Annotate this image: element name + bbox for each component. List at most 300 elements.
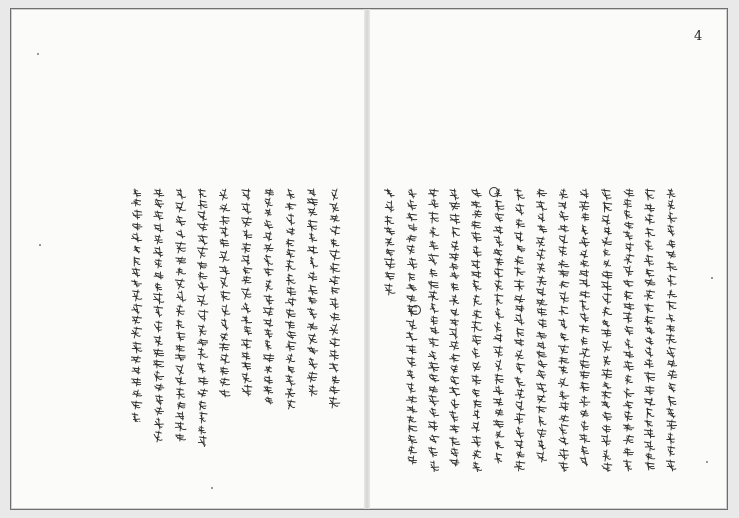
handwritten-glyph bbox=[428, 351, 436, 360]
handwritten-glyph bbox=[263, 354, 273, 362]
handwritten-glyph bbox=[385, 272, 394, 280]
handwritten-glyph bbox=[288, 400, 296, 409]
handwritten-glyph bbox=[331, 287, 339, 294]
handwritten-glyph bbox=[558, 345, 568, 354]
handwritten-glyph bbox=[264, 386, 273, 394]
handwritten-glyph bbox=[330, 215, 339, 222]
handwritten-glyph bbox=[625, 339, 633, 349]
handwritten-glyph bbox=[220, 378, 229, 386]
handwritten-glyph bbox=[177, 291, 186, 302]
handwritten-glyph bbox=[199, 426, 206, 434]
handwritten-glyph bbox=[430, 227, 439, 237]
handwritten-glyph bbox=[407, 295, 416, 302]
handwritten-column bbox=[623, 187, 635, 472]
handwritten-glyph bbox=[581, 337, 587, 345]
handwritten-glyph bbox=[495, 294, 503, 305]
handwritten-glyph bbox=[667, 420, 677, 430]
handwritten-glyph bbox=[515, 314, 525, 325]
handwritten-column bbox=[666, 187, 678, 472]
handwritten-glyph bbox=[430, 327, 439, 334]
handwritten-glyph bbox=[154, 189, 164, 197]
handwritten-glyph bbox=[131, 327, 142, 338]
handwritten-glyph bbox=[602, 215, 610, 225]
handwritten-glyph bbox=[219, 251, 229, 262]
handwritten-glyph bbox=[308, 297, 316, 304]
handwritten-glyph bbox=[132, 223, 142, 230]
handwritten-glyph bbox=[624, 266, 634, 276]
handwritten-glyph bbox=[286, 354, 295, 363]
handwritten-glyph bbox=[154, 321, 162, 332]
handwritten-glyph bbox=[450, 319, 458, 326]
handwritten-glyph bbox=[559, 402, 569, 411]
handwritten-glyph bbox=[450, 354, 460, 362]
handwritten-glyph bbox=[430, 435, 439, 443]
handwritten-glyph bbox=[155, 384, 164, 391]
handwritten-glyph bbox=[472, 221, 481, 229]
handwritten-column bbox=[153, 187, 165, 447]
handwritten-glyph bbox=[580, 300, 589, 311]
handwritten-glyph bbox=[495, 374, 503, 384]
handwritten-glyph bbox=[538, 213, 544, 222]
handwritten-glyph bbox=[197, 247, 208, 258]
handwritten-glyph bbox=[307, 308, 316, 319]
handwritten-glyph bbox=[241, 303, 250, 313]
handwritten-glyph bbox=[220, 227, 228, 237]
handwritten-glyph bbox=[264, 268, 273, 276]
handwritten-glyph bbox=[580, 291, 590, 298]
handwritten-glyph bbox=[603, 341, 612, 352]
handwritten-glyph bbox=[222, 319, 229, 330]
handwritten-glyph bbox=[667, 262, 677, 271]
handwritten-glyph bbox=[667, 240, 675, 248]
circle-bullet-icon bbox=[411, 305, 421, 315]
handwritten-glyph bbox=[624, 435, 634, 444]
handwritten-glyph bbox=[560, 189, 568, 199]
handwritten-glyph bbox=[285, 321, 294, 329]
handwritten-glyph bbox=[559, 202, 567, 209]
handwritten-glyph bbox=[243, 230, 252, 239]
handwritten-glyph bbox=[266, 280, 273, 291]
handwritten-glyph bbox=[220, 189, 228, 200]
handwritten-glyph bbox=[242, 189, 250, 200]
handwritten-glyph bbox=[175, 422, 186, 431]
handwritten-glyph bbox=[559, 357, 569, 364]
handwritten-glyph bbox=[579, 348, 589, 358]
handwritten-glyph bbox=[220, 239, 228, 247]
handwritten-glyph bbox=[644, 290, 655, 300]
handwritten-glyph bbox=[242, 362, 251, 370]
handwritten-glyph bbox=[450, 214, 460, 224]
handwritten-glyph bbox=[623, 231, 632, 240]
handwritten-glyph bbox=[385, 216, 394, 225]
handwritten-glyph bbox=[602, 435, 611, 446]
handwritten-glyph bbox=[668, 212, 677, 223]
handwritten-glyph bbox=[307, 220, 317, 231]
handwritten-glyph bbox=[580, 396, 590, 407]
handwritten-glyph bbox=[241, 288, 251, 299]
handwritten-glyph bbox=[330, 350, 339, 360]
handwritten-glyph bbox=[559, 319, 567, 329]
handwritten-glyph bbox=[624, 291, 632, 300]
handwritten-glyph bbox=[265, 397, 273, 404]
handwritten-glyph bbox=[667, 189, 675, 198]
scan-speck bbox=[39, 244, 41, 246]
handwritten-glyph bbox=[626, 375, 633, 384]
handwritten-glyph bbox=[451, 376, 459, 385]
handwritten-glyph bbox=[408, 435, 417, 444]
handwritten-glyph bbox=[176, 434, 186, 441]
handwritten-glyph bbox=[580, 313, 588, 322]
handwritten-glyph bbox=[155, 199, 164, 208]
handwritten-glyph bbox=[471, 201, 481, 208]
handwritten-glyph bbox=[667, 408, 676, 418]
handwritten-glyph bbox=[604, 227, 611, 235]
handwritten-glyph bbox=[559, 462, 568, 472]
handwritten-glyph bbox=[560, 424, 569, 435]
handwritten-glyph bbox=[667, 301, 677, 310]
handwritten-glyph bbox=[221, 333, 228, 341]
handwritten-glyph bbox=[329, 363, 338, 372]
handwritten-glyph bbox=[429, 362, 439, 372]
handwritten-column bbox=[449, 187, 461, 472]
handwritten-glyph bbox=[450, 387, 460, 396]
handwritten-glyph bbox=[287, 189, 294, 199]
handwritten-glyph bbox=[241, 255, 249, 265]
handwritten-glyph bbox=[429, 189, 439, 197]
handwritten-glyph bbox=[537, 452, 547, 462]
handwritten-glyph bbox=[517, 245, 525, 252]
handwritten-glyph bbox=[132, 304, 142, 314]
handwritten-glyph bbox=[473, 462, 482, 472]
handwritten-glyph bbox=[176, 412, 184, 420]
handwritten-glyph bbox=[451, 399, 459, 409]
handwritten-glyph bbox=[309, 385, 317, 396]
handwritten-glyph bbox=[408, 425, 417, 432]
handwritten-glyph bbox=[623, 460, 632, 471]
handwritten-glyph bbox=[330, 338, 340, 347]
handwritten-glyph bbox=[538, 360, 547, 368]
handwritten-glyph bbox=[431, 316, 438, 325]
scan-speck bbox=[37, 53, 39, 55]
handwritten-glyph bbox=[131, 401, 142, 409]
handwritten-glyph bbox=[516, 401, 524, 411]
handwritten-glyph bbox=[198, 262, 207, 269]
handwritten-glyph bbox=[285, 203, 296, 210]
handwritten-glyph bbox=[516, 427, 524, 438]
handwritten-glyph bbox=[537, 342, 545, 349]
handwritten-glyph bbox=[537, 332, 547, 339]
handwritten-glyph bbox=[286, 341, 296, 351]
handwritten-glyph bbox=[625, 411, 633, 421]
handwritten-glyph bbox=[132, 378, 141, 386]
handwritten-glyph bbox=[624, 361, 634, 371]
handwritten-glyph bbox=[153, 247, 163, 257]
handwritten-glyph bbox=[624, 199, 632, 208]
handwritten-glyph bbox=[623, 401, 632, 409]
handwritten-glyph bbox=[430, 241, 439, 250]
handwritten-glyph bbox=[536, 383, 546, 393]
handwritten-glyph bbox=[603, 382, 611, 389]
handwritten-glyph bbox=[645, 204, 655, 212]
handwritten-glyph bbox=[580, 382, 589, 392]
handwritten-glyph bbox=[450, 295, 459, 305]
handwritten-glyph bbox=[558, 378, 568, 387]
handwritten-glyph bbox=[493, 386, 503, 395]
handwritten-glyph bbox=[330, 298, 338, 309]
handwritten-glyph bbox=[385, 201, 394, 212]
handwritten-glyph bbox=[624, 280, 634, 287]
handwritten-glyph bbox=[132, 342, 142, 353]
handwritten-glyph bbox=[624, 388, 634, 398]
handwritten-glyph bbox=[514, 461, 525, 471]
handwritten-glyph bbox=[221, 291, 230, 301]
handwritten-glyph bbox=[624, 210, 632, 219]
handwritten-glyph bbox=[472, 375, 481, 385]
handwritten-glyph bbox=[198, 436, 206, 447]
handwritten-glyph bbox=[155, 407, 164, 415]
handwritten-glyph bbox=[287, 228, 295, 235]
handwritten-glyph bbox=[242, 203, 251, 214]
handwritten-glyph bbox=[666, 325, 674, 332]
handwritten-glyph bbox=[265, 366, 272, 373]
handwritten-glyph bbox=[472, 436, 481, 447]
handwritten-glyph bbox=[330, 324, 338, 335]
handwritten-column bbox=[307, 187, 319, 397]
handwritten-glyph bbox=[406, 396, 416, 403]
handwritten-glyph bbox=[514, 280, 524, 291]
handwritten-glyph bbox=[515, 389, 524, 399]
handwritten-glyph bbox=[666, 334, 676, 344]
handwritten-glyph bbox=[601, 189, 611, 200]
handwritten-glyph bbox=[332, 376, 339, 384]
handwritten-glyph bbox=[603, 320, 610, 327]
handwritten-glyph bbox=[175, 279, 184, 289]
handwritten-glyph bbox=[493, 420, 503, 428]
handwritten-glyph bbox=[602, 271, 612, 279]
handwritten-glyph bbox=[472, 348, 479, 358]
handwritten-column bbox=[536, 187, 548, 472]
handwritten-glyph bbox=[265, 329, 273, 338]
handwritten-glyph bbox=[581, 446, 588, 455]
handwritten-glyph bbox=[560, 281, 569, 288]
handwritten-glyph bbox=[429, 447, 438, 457]
handwritten-glyph bbox=[580, 279, 590, 287]
handwritten-glyph bbox=[515, 350, 523, 360]
handwritten-glyph bbox=[407, 357, 416, 367]
handwritten-glyph bbox=[407, 235, 417, 242]
handwritten-glyph bbox=[667, 347, 675, 358]
handwritten-glyph bbox=[604, 249, 611, 256]
handwritten-glyph bbox=[667, 433, 675, 444]
handwritten-glyph bbox=[581, 260, 589, 267]
handwritten-glyph bbox=[668, 200, 675, 210]
handwritten-glyph bbox=[197, 223, 208, 231]
handwritten-glyph bbox=[472, 271, 481, 278]
handwritten-glyph bbox=[603, 202, 612, 212]
handwritten-glyph bbox=[406, 332, 417, 341]
handwritten-glyph bbox=[602, 425, 611, 433]
handwritten-glyph bbox=[332, 189, 338, 200]
handwritten-glyph bbox=[330, 226, 340, 235]
handwritten-glyph bbox=[384, 258, 395, 269]
handwritten-glyph bbox=[428, 254, 438, 265]
handwritten-glyph bbox=[430, 408, 439, 417]
handwritten-glyph bbox=[646, 453, 655, 460]
handwritten-glyph bbox=[668, 446, 675, 456]
handwritten-glyph bbox=[408, 224, 417, 231]
handwritten-glyph bbox=[133, 290, 142, 301]
handwritten-glyph bbox=[288, 366, 294, 373]
handwritten-glyph bbox=[287, 331, 296, 339]
handwritten-glyph bbox=[582, 213, 589, 221]
handwritten-glyph bbox=[494, 236, 503, 247]
handwritten-glyph bbox=[176, 230, 185, 238]
handwritten-column bbox=[644, 187, 656, 472]
handwritten-glyph bbox=[384, 227, 394, 235]
handwritten-glyph bbox=[134, 257, 140, 266]
handwritten-glyph bbox=[537, 189, 547, 197]
handwritten-glyph bbox=[645, 347, 653, 357]
handwritten-glyph bbox=[452, 227, 460, 237]
handwritten-glyph bbox=[198, 282, 208, 291]
handwritten-glyph bbox=[624, 189, 634, 197]
handwritten-glyph bbox=[645, 279, 655, 286]
handwritten-glyph bbox=[407, 284, 417, 291]
handwritten-glyph bbox=[473, 246, 481, 257]
handwritten-glyph bbox=[580, 189, 588, 198]
handwritten-glyph bbox=[538, 225, 547, 233]
handwritten-glyph bbox=[307, 323, 317, 330]
handwritten-glyph bbox=[579, 201, 589, 211]
handwritten-glyph bbox=[451, 448, 458, 457]
handwritten-glyph bbox=[177, 388, 185, 399]
page-gutter bbox=[364, 9, 370, 509]
handwritten-glyph bbox=[429, 212, 439, 223]
handwritten-glyph bbox=[428, 281, 438, 289]
handwritten-glyph bbox=[220, 343, 230, 351]
page-number: 4 bbox=[694, 29, 703, 44]
handwritten-glyph bbox=[602, 237, 612, 246]
handwritten-glyph bbox=[132, 233, 142, 242]
handwritten-glyph bbox=[176, 202, 186, 212]
handwritten-glyph bbox=[287, 287, 296, 296]
handwritten-glyph bbox=[473, 280, 481, 291]
handwritten-column bbox=[558, 187, 570, 472]
handwritten-glyph bbox=[560, 391, 569, 400]
handwritten-glyph bbox=[153, 293, 163, 304]
handwritten-glyph bbox=[219, 390, 230, 397]
handwritten-glyph bbox=[265, 198, 272, 207]
handwritten-glyph bbox=[331, 239, 339, 247]
handwritten-glyph bbox=[496, 431, 504, 438]
handwritten-column bbox=[384, 187, 396, 297]
handwritten-glyph bbox=[515, 305, 524, 312]
handwritten-glyph bbox=[408, 258, 417, 269]
handwritten-glyph bbox=[244, 326, 251, 335]
handwritten-glyph bbox=[198, 235, 207, 245]
handwritten-glyph bbox=[156, 395, 163, 405]
handwritten-glyph bbox=[624, 303, 634, 310]
handwritten-glyph bbox=[308, 208, 317, 216]
handwritten-glyph bbox=[644, 441, 655, 451]
handwritten-glyph bbox=[177, 305, 185, 316]
handwritten-glyph bbox=[494, 334, 503, 342]
handwritten-column bbox=[579, 187, 591, 472]
handwritten-glyph bbox=[624, 254, 634, 264]
handwritten-glyph bbox=[472, 422, 480, 432]
handwritten-glyph bbox=[580, 457, 587, 466]
handwritten-glyph bbox=[308, 347, 318, 354]
handwritten-glyph bbox=[263, 307, 273, 316]
handwritten-glyph bbox=[131, 199, 141, 206]
handwritten-glyph bbox=[264, 376, 272, 384]
handwritten-glyph bbox=[536, 237, 544, 247]
handwritten-glyph bbox=[307, 246, 317, 254]
circle-bullet-icon bbox=[489, 187, 499, 197]
scanned-page-spread bbox=[10, 8, 728, 510]
handwritten-glyph bbox=[645, 462, 654, 470]
handwritten-glyph bbox=[154, 306, 163, 317]
handwritten-glyph bbox=[408, 456, 417, 464]
handwritten-glyph bbox=[472, 335, 481, 345]
handwritten-glyph bbox=[645, 240, 653, 251]
handwritten-glyph bbox=[450, 189, 459, 200]
handwritten-glyph bbox=[221, 354, 230, 364]
handwritten-glyph bbox=[601, 281, 611, 291]
handwritten-glyph bbox=[517, 451, 525, 458]
handwritten-glyph bbox=[452, 241, 459, 251]
handwritten-glyph bbox=[176, 320, 184, 329]
handwritten-glyph bbox=[515, 440, 523, 449]
handwritten-glyph bbox=[645, 189, 654, 200]
handwritten-glyph bbox=[538, 440, 545, 450]
handwritten-glyph bbox=[132, 280, 142, 287]
handwritten-glyph bbox=[603, 412, 612, 421]
handwritten-column bbox=[241, 187, 253, 397]
handwritten-glyph bbox=[220, 204, 230, 212]
handwritten-glyph bbox=[449, 253, 459, 261]
handwritten-glyph bbox=[154, 431, 162, 442]
handwritten-glyph bbox=[222, 305, 230, 316]
handwritten-glyph bbox=[407, 245, 414, 254]
handwritten-glyph bbox=[242, 243, 251, 253]
handwritten-glyph bbox=[644, 429, 655, 438]
handwritten-column bbox=[493, 187, 505, 472]
handwritten-glyph bbox=[153, 360, 163, 368]
handwritten-glyph bbox=[515, 413, 525, 424]
handwritten-glyph bbox=[429, 338, 438, 347]
handwritten-glyph bbox=[558, 225, 568, 232]
handwritten-glyph bbox=[241, 339, 251, 349]
handwritten-glyph bbox=[516, 204, 524, 215]
handwritten-glyph bbox=[644, 372, 655, 382]
handwritten-glyph bbox=[559, 306, 568, 315]
handwritten-glyph bbox=[154, 272, 163, 279]
handwritten-glyph bbox=[450, 341, 459, 350]
handwritten-glyph bbox=[603, 307, 612, 316]
handwritten-glyph bbox=[559, 366, 568, 374]
handwritten-glyph bbox=[408, 200, 417, 210]
handwritten-glyph bbox=[514, 295, 525, 303]
handwritten-glyph bbox=[495, 213, 504, 222]
handwritten-glyph bbox=[561, 333, 569, 341]
handwritten-column bbox=[175, 187, 187, 447]
handwritten-glyph bbox=[647, 408, 655, 418]
handwritten-glyph bbox=[286, 260, 295, 271]
handwritten-glyph bbox=[601, 329, 611, 337]
handwritten-glyph bbox=[199, 401, 206, 410]
handwritten-glyph bbox=[430, 303, 438, 313]
